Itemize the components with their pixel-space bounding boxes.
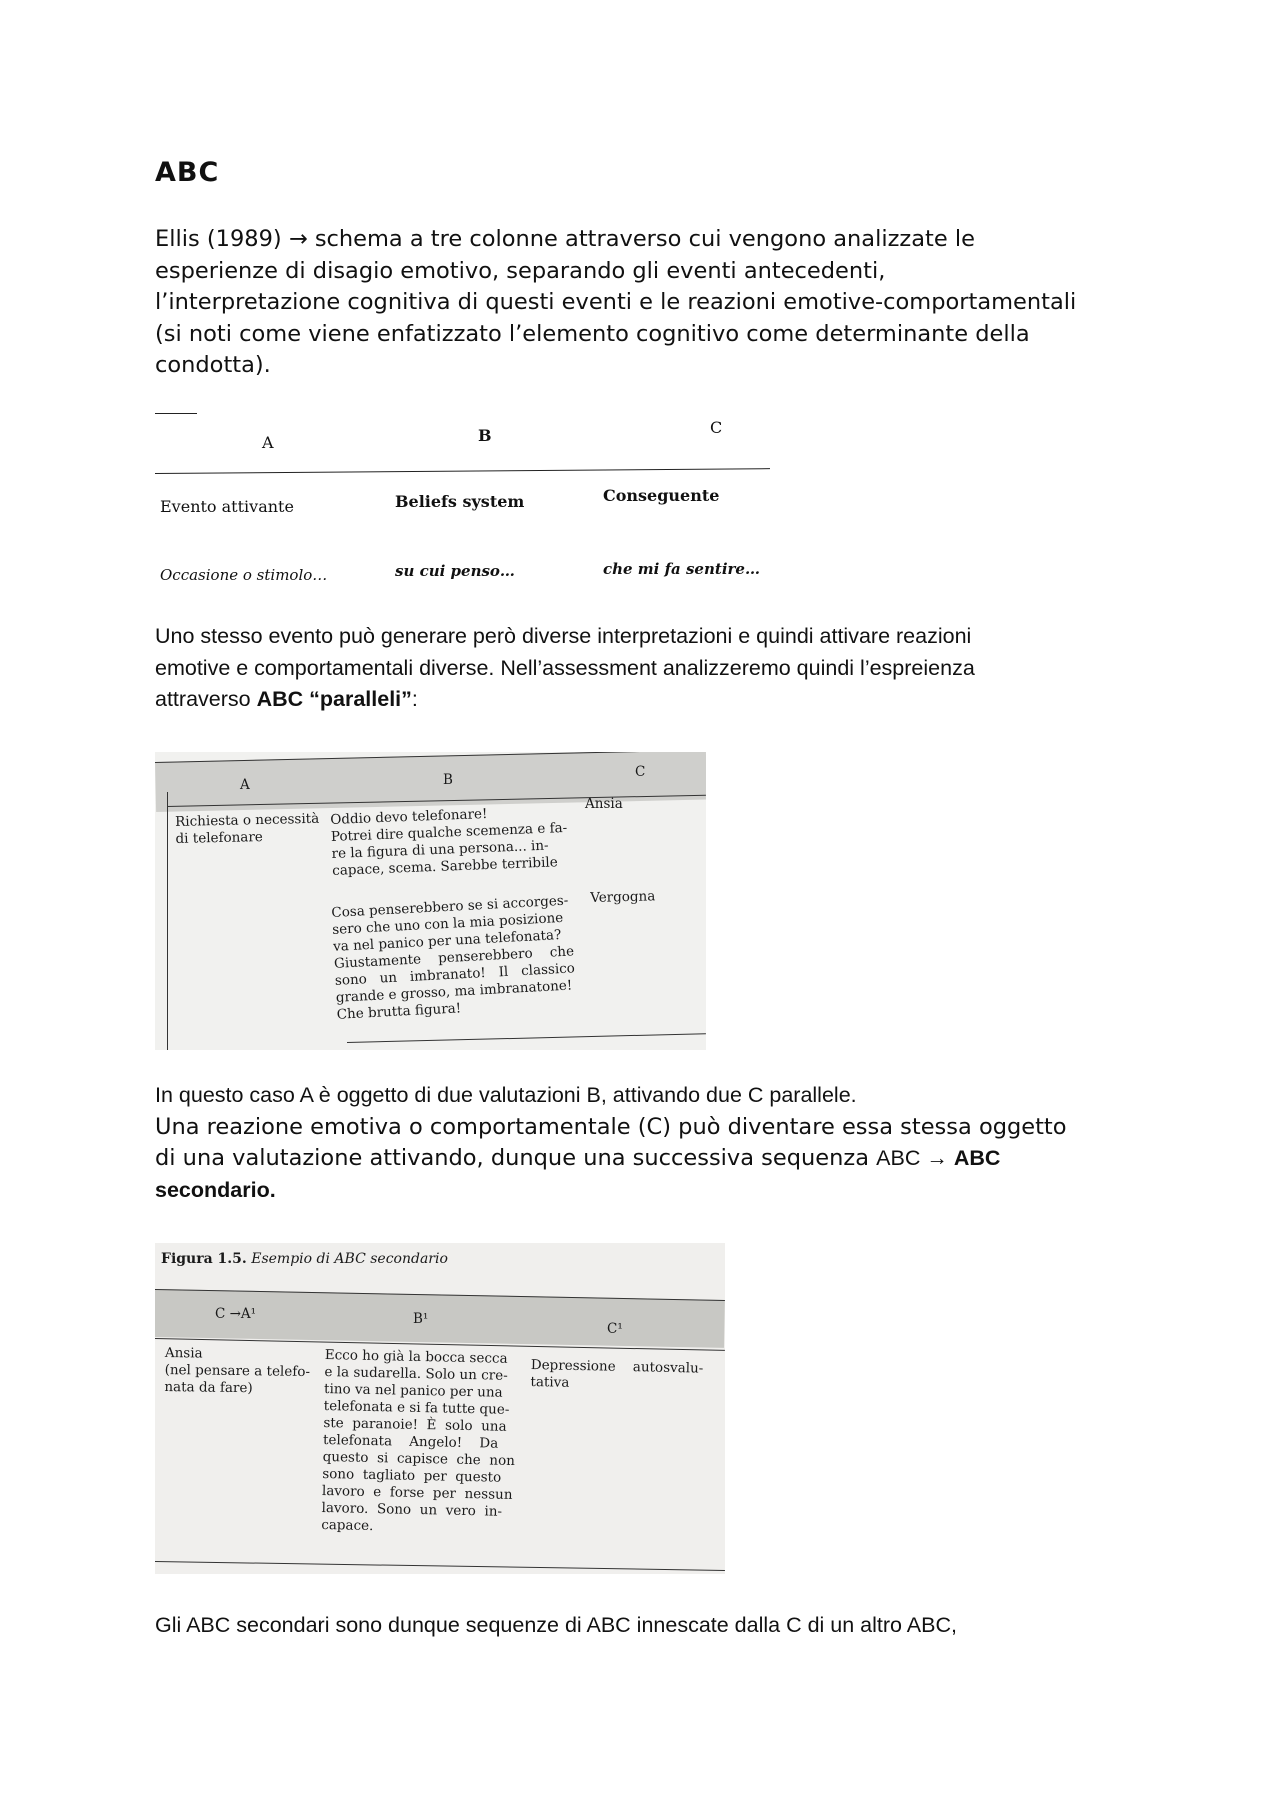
col-header-a: A <box>240 777 250 793</box>
scheme-header-c: C <box>710 418 723 437</box>
scheme-row2-c: che mi fa sentire… <box>603 560 760 578</box>
cell-b2: Cosa penserebbero se si accorges- sero che uno con la mia posizione va nel panico per una telefonata? Giustamente penserebbero che sono un imbranato! Il classico grande e grosso, ma imbranatone! Che brutta figura! <box>331 892 576 1023</box>
scheme-row1-b: Beliefs system <box>395 492 525 511</box>
table-bottom-rule <box>155 1561 725 1571</box>
intro-paragraph <box>155 224 1155 382</box>
secondary-bold: ABC <box>953 1146 1001 1170</box>
cell-c1: Ansia <box>585 796 623 812</box>
scheme-row1-a: Evento attivante <box>160 497 294 516</box>
scheme-row1-c: Conseguente <box>603 486 720 505</box>
cell-b1: Oddio devo telefonare! Potrei dire qualche scemenza e fa- re la figura di una persona... in- capace, scema. Sarebbe terribile <box>330 805 568 879</box>
figure-caption-label: Figura 1.5. <box>161 1251 247 1267</box>
table-bottom-rule <box>347 1033 706 1043</box>
intro-line: condotta). <box>155 352 271 378</box>
secondary-prefix: di una valutazione attivando, dunque una successiva sequenza <box>155 1145 877 1171</box>
cell-c: Depressione autosvalu- tativa <box>530 1357 704 1391</box>
cell-a: Ansia (nel pensare a telefo- nata da fare) <box>164 1345 311 1397</box>
col-header-b: B <box>443 772 453 788</box>
closing-paragraph: Gli ABC secondari sono dunque sequenze di ABC innescate dalla C di un altro ABC, <box>155 1613 957 1637</box>
parallel-prefix: attraverso <box>155 687 257 711</box>
parallel-suffix: : <box>411 687 418 711</box>
cell-c2: Vergogna <box>590 888 656 906</box>
secondary-line: Una reazione emotiva o comportamentale (C) può diventare essa stessa oggetto <box>155 1113 1067 1140</box>
table-left-edge <box>167 792 168 1050</box>
parallel-abc-table-photo <box>155 752 706 1050</box>
figure-caption <box>161 1251 448 1268</box>
col-header-b1: B¹ <box>413 1311 429 1327</box>
abc-scheme-figure <box>155 408 775 593</box>
scheme-header-b: B <box>478 426 492 445</box>
parallel-paragraph <box>155 621 1155 716</box>
secondary-bold-line: secondario. <box>155 1177 276 1202</box>
secondary-abc: ABC <box>876 1146 921 1170</box>
scheme-header-a: A <box>262 433 274 452</box>
col-header-c: C <box>635 764 646 780</box>
scheme-header-rule <box>155 468 770 474</box>
cell-b: Ecco ho già la bocca secca e la sudarella. Solo un cre- tino va nel panico per una telefonata e si fa tutte que- ste paranoie! È solo una telefonata Angelo! Da questo si capisce che non sono tagliato per questo lavoro e forse per nessun lavoro. Sono un vero in- capace. <box>321 1347 516 1535</box>
intro-line: Ellis (1989) → schema a tre colonne attraverso cui vengono analizzate le <box>155 226 975 252</box>
secondary-arrow: → <box>920 1146 954 1170</box>
secondary-line: In questo caso A è oggetto di due valutazioni B, attivando due C parallele. <box>155 1083 857 1107</box>
col-header-c-a: C →A¹ <box>215 1306 257 1322</box>
scheme-row2-b: su cui penso… <box>395 562 515 580</box>
parallel-line <box>155 684 1155 716</box>
intro-line: l’interpretazione cognitiva di questi eventi e le reazioni emotive-comportamentali <box>155 289 1077 315</box>
figure-caption-text: Esempio di ABC secondario <box>246 1251 448 1267</box>
col-header-c1: C¹ <box>607 1321 623 1337</box>
intro-line: (si noti come viene enfatizzato l’elemento cognitivo come determinante della <box>155 320 1030 347</box>
parallel-line: Uno stesso evento può generare però diverse interpretazioni e quindi attivare reazioni <box>155 624 972 648</box>
secondary-abc-table-photo <box>155 1243 725 1574</box>
parallel-bold: ABC “paralleli” <box>256 687 412 711</box>
scheme-top-tick <box>155 413 197 414</box>
secondary-line <box>155 1143 1155 1175</box>
intro-line: esperienze di disagio emotivo, separando gli eventi antecedenti, <box>155 257 886 284</box>
secondary-paragraph <box>155 1080 1155 1206</box>
scheme-row2-a: Occasione o stimolo… <box>160 566 328 584</box>
parallel-line: emotive e comportamentali diverse. Nell’assessment analizzeremo quindi l’espreienza <box>155 655 975 680</box>
page-title: ABC <box>155 157 220 188</box>
cell-a: Richiesta o necessità di telefonare <box>175 810 320 847</box>
